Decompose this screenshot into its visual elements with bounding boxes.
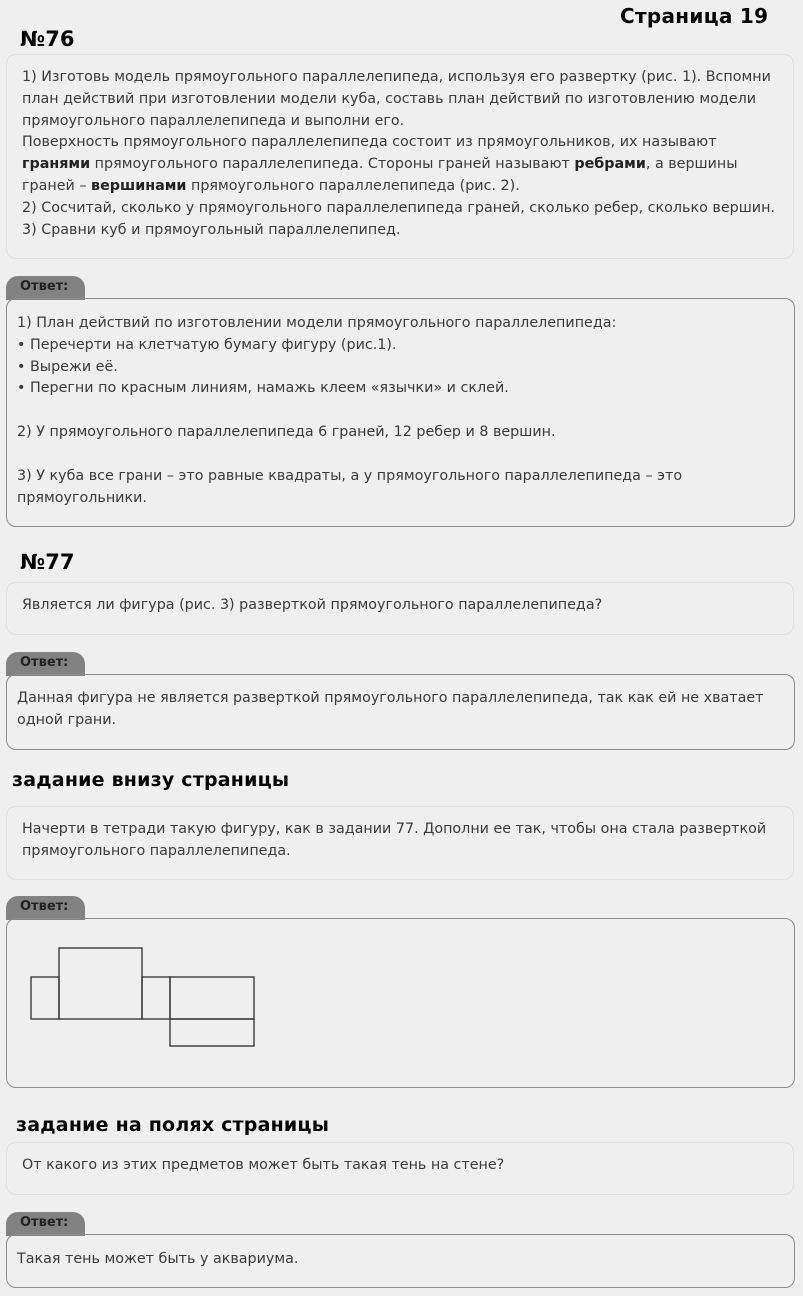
text: граней – xyxy=(22,177,92,194)
question-line: прямоугольного параллелепипеда и выполни его. xyxy=(22,112,405,129)
bottom-task-question xyxy=(6,806,794,880)
answer-line: • Перечерти на клетчатую бумагу фигуру (рис.1). xyxy=(17,336,397,353)
margin-task-question xyxy=(6,1142,794,1195)
net-face-front xyxy=(59,948,142,1019)
answer-line: Такая тень может быть у аквариума. xyxy=(17,1251,299,1267)
answer-line: • Перегни по красным линиям, намажь клеем «язычки» и склей. xyxy=(17,380,509,397)
answer-label: Ответ: xyxy=(20,899,69,914)
answer-line: 1) План действий по изготовлении модели прямоугольного параллелепипеда: xyxy=(17,315,617,331)
answer-label: Ответ: xyxy=(20,1215,69,1230)
question-line: Поверхность прямоугольного параллелепипеда состоит из прямоугольников, их называют xyxy=(22,134,717,151)
bottom-task-answer xyxy=(6,918,795,1088)
question-line: От какого из этих предметов может быть такая тень на стене? xyxy=(22,1157,505,1173)
question-line: прямоугольного параллелепипеда. xyxy=(22,842,291,859)
spacer xyxy=(17,400,784,422)
answer-label: Ответ: xyxy=(20,655,69,670)
answer-tab xyxy=(6,652,85,676)
question-line xyxy=(22,176,778,198)
answer-line: одной грани. xyxy=(17,711,117,728)
task-77-question xyxy=(6,582,794,635)
question-line: 3) Сравни куб и прямоугольный параллелепипед. xyxy=(22,221,401,238)
answer-line: 3) У куба все грани – это равные квадраты, а у прямоугольного параллелепипеда – это xyxy=(17,467,683,484)
answer-line: • Вырежи её. xyxy=(17,358,118,375)
text: прямоугольного параллелепипеда. Стороны граней называют xyxy=(90,156,575,173)
text: прямоугольного параллелепипеда (рис. 2). xyxy=(186,177,520,194)
question-line: 1) Изготовь модель прямоугольного параллелепипеда, используя его развертку (рис. 1). Вспомни xyxy=(22,69,771,85)
term-edges: ребрами xyxy=(574,156,646,173)
text: , а вершины xyxy=(645,156,738,173)
spacer xyxy=(17,444,784,466)
question-line: Является ли фигура (рис. 3) разверткой прямоугольного параллелепипеда? xyxy=(22,597,603,613)
net-face-bottom xyxy=(170,1019,254,1046)
term-vertices: вершинами xyxy=(91,177,187,194)
margin-task-title: задание на полях страницы xyxy=(16,1114,330,1136)
question-line: 2) Сосчитай, сколько у прямоугольного параллелепипеда граней, сколько ребер, сколько вершин. xyxy=(22,199,775,216)
term-faces: гранями xyxy=(22,156,91,173)
net-face-back xyxy=(170,977,254,1019)
margin-task-answer xyxy=(6,1234,795,1288)
page-number: Страница 19 xyxy=(620,4,769,28)
net-face-left xyxy=(31,977,59,1019)
answer-line: Данная фигура не является разверткой прямоугольного параллелепипеда, так как ей не хватает xyxy=(17,690,764,706)
task-77-answer xyxy=(6,674,795,750)
task-76-number: №76 xyxy=(20,27,75,51)
bottom-task-title: задание внизу страницы xyxy=(12,769,290,791)
answer-tab xyxy=(6,276,85,300)
answer-line: 2) У прямоугольного параллелепипеда 6 граней, 12 ребер и 8 вершин. xyxy=(17,424,556,441)
question-line xyxy=(22,154,778,176)
answer-tab xyxy=(6,1212,85,1236)
net-drawing xyxy=(7,919,307,1069)
task-76-answer xyxy=(6,298,795,527)
answer-label: Ответ: xyxy=(20,279,69,294)
question-line: план действий при изготовлении модели куба, составь план действий по изготовлению модели xyxy=(22,90,757,107)
net-face-right xyxy=(142,977,170,1019)
answer-tab xyxy=(6,896,85,920)
answer-line: прямоугольники. xyxy=(17,489,147,506)
task-77-number: №77 xyxy=(20,550,75,574)
task-76-question xyxy=(6,54,794,259)
question-line: Начерти в тетради такую фигуру, как в задании 77. Дополни ее так, чтобы она стала разверткой xyxy=(22,821,767,837)
